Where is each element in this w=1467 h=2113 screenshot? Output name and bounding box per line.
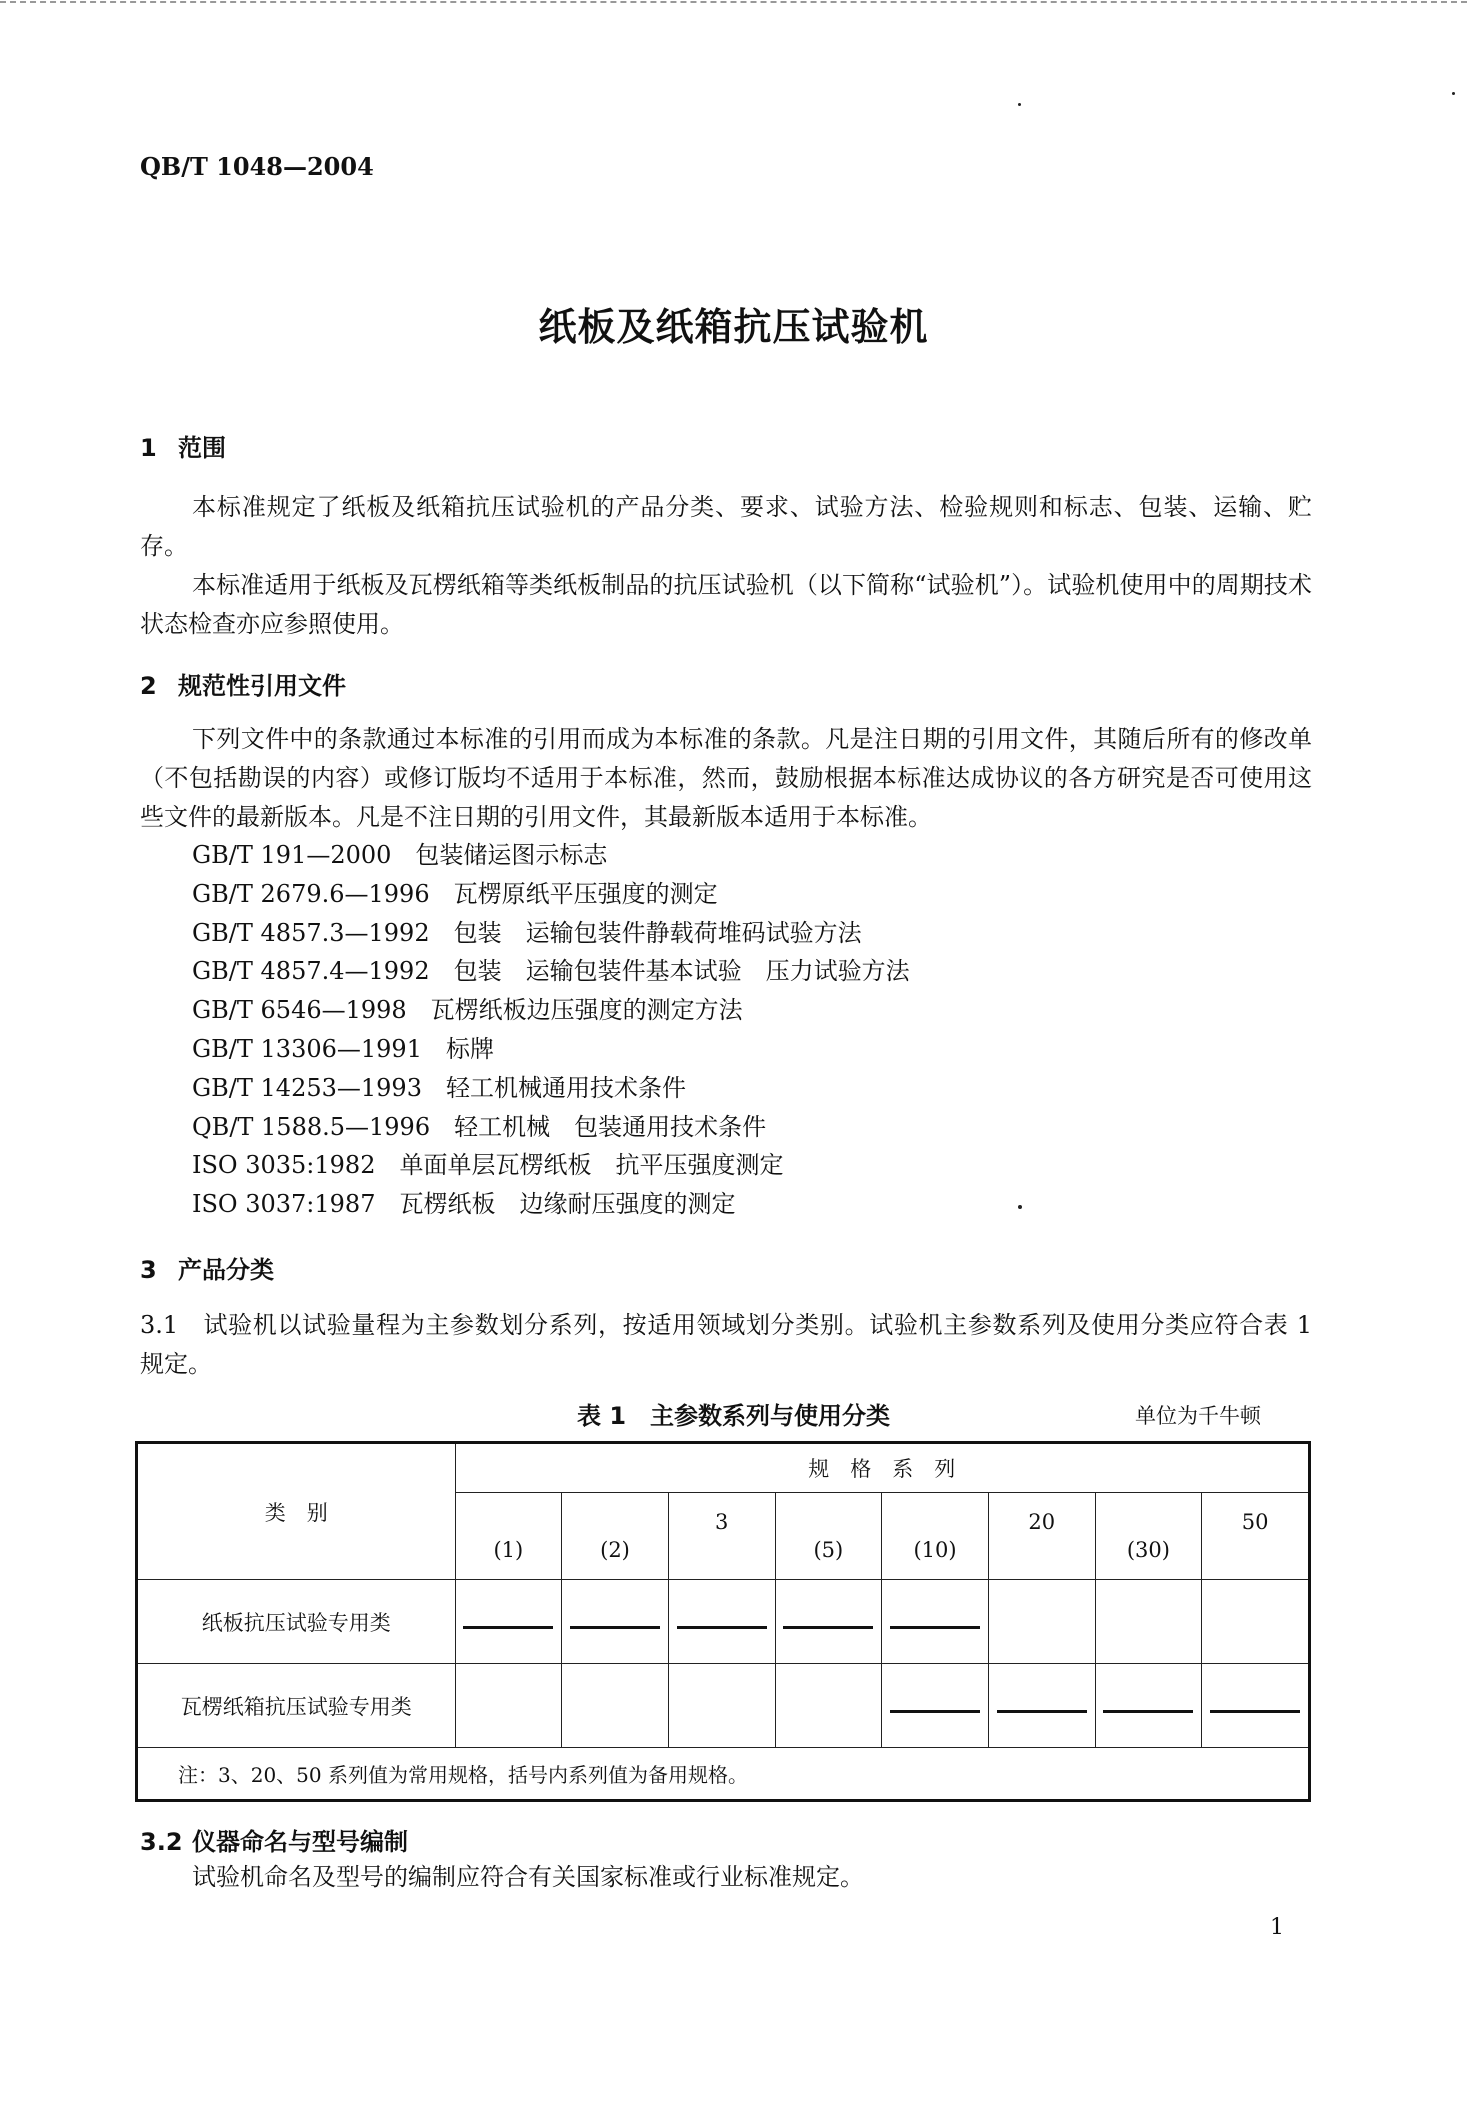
standard-number: QB/T 1048—2004 bbox=[140, 152, 374, 181]
applicability-cell bbox=[562, 1580, 669, 1664]
section-1-paragraph-1: 本标准规定了纸板及纸箱抗压试验机的产品分类、要求、试验方法、检验规则和标志、包装、运输、贮存。 bbox=[140, 493, 1312, 560]
reference-item: GB/T 4857.4—1992 包装 运输包装件基本试验 压力试验方法 bbox=[192, 957, 910, 986]
applicability-cell bbox=[1095, 1580, 1202, 1664]
category-cell: 瓦楞纸箱抗压试验专用类 bbox=[137, 1664, 456, 1748]
applies-mark bbox=[890, 1626, 980, 1629]
category-cell: 纸板抗压试验专用类 bbox=[137, 1580, 456, 1664]
series-header: 规 格 系 列 bbox=[455, 1443, 1310, 1493]
applicability-cell bbox=[668, 1580, 775, 1664]
applies-mark bbox=[1210, 1710, 1300, 1713]
section-number: 3.2 bbox=[140, 1828, 183, 1856]
applies-mark bbox=[463, 1626, 553, 1629]
clause-3-1-paragraph: 3.1 试验机以试验量程为主参数划分系列，按适用领域划分类别。试验机主参数系列及使用分类应符合表 1 规定。 bbox=[140, 1311, 1312, 1378]
reference-item: GB/T 13306—1991 标牌 bbox=[192, 1034, 494, 1063]
section-number: 3 bbox=[140, 1256, 157, 1284]
table-row bbox=[137, 1580, 1310, 1664]
applicability-cell bbox=[775, 1664, 882, 1748]
reference-item: ISO 3037:1987 瓦楞纸板 边缘耐压强度的测定 bbox=[192, 1190, 736, 1219]
section-2-paragraph: 下列文件中的条款通过本标准的引用而成为本标准的条款。凡是注日期的引用文件，其随后所有的修改单（不包括勘误的内容）或修订版均不适用于本标准，然而，鼓励根据本标准达成协议的各方研究是否可使用这些文件的最新版本。凡是不注日期的引用文件，其最新版本适用于本标准。 bbox=[140, 725, 1312, 831]
applicability-cell bbox=[882, 1580, 989, 1664]
applicability-cell bbox=[1095, 1664, 1202, 1748]
applicability-cell bbox=[988, 1580, 1095, 1664]
series-value: (10) bbox=[882, 1493, 989, 1580]
applicability-cell bbox=[455, 1664, 562, 1748]
applicability-cell bbox=[775, 1580, 882, 1664]
reference-item: QB/T 1588.5—1996 轻工机械 包装通用技术条件 bbox=[192, 1112, 767, 1141]
scan-speck bbox=[1018, 103, 1021, 106]
section-title: 产品分类 bbox=[178, 1256, 274, 1284]
reference-item: GB/T 2679.6—1996 瓦楞原纸平压强度的测定 bbox=[192, 879, 718, 908]
series-value: (30) bbox=[1095, 1493, 1202, 1580]
scan-speck bbox=[1018, 1205, 1022, 1209]
reference-item: GB/T 14253—1993 轻工机械通用技术条件 bbox=[192, 1073, 686, 1102]
applicability-cell bbox=[1202, 1580, 1310, 1664]
category-header: 类 别 bbox=[137, 1443, 456, 1580]
applies-mark bbox=[1103, 1710, 1193, 1713]
series-value: (5) bbox=[775, 1493, 882, 1580]
applicability-cell bbox=[988, 1664, 1095, 1748]
reference-item: ISO 3035:1982 单面单层瓦楞纸板 抗平压强度测定 bbox=[192, 1151, 784, 1180]
page-number: 1 bbox=[1270, 1915, 1284, 1940]
section-2-heading bbox=[140, 666, 346, 701]
scan-speck bbox=[1452, 92, 1455, 95]
section-number: 2 bbox=[140, 672, 157, 700]
table-row bbox=[137, 1664, 1310, 1748]
series-value: 3 bbox=[668, 1493, 775, 1580]
reference-item: GB/T 4857.3—1992 包装 运输包装件静载荷堆码试验方法 bbox=[192, 918, 862, 947]
parameter-classification-table bbox=[135, 1441, 1311, 1802]
scan-border-top bbox=[0, 1, 1467, 3]
clause-3-2-paragraph: 试验机命名及型号的编制应符合有关国家标准或行业标准规定。 bbox=[192, 1863, 864, 1891]
section-title: 范围 bbox=[178, 434, 226, 462]
table-caption: 表 1 主参数系列与使用分类 bbox=[576, 1402, 891, 1430]
applies-mark bbox=[890, 1710, 980, 1713]
series-value: 20 bbox=[988, 1493, 1095, 1580]
table-note: 注：3、20、50 系列值为常用规格，括号内系列值为备用规格。 bbox=[137, 1748, 1310, 1801]
section-title: 规范性引用文件 bbox=[178, 672, 346, 700]
section-1-paragraph-2: 本标准适用于纸板及瓦楞纸箱等类纸板制品的抗压试验机（以下简称“试验机”）。试验机使用中的周期技术状态检查亦应参照使用。 bbox=[140, 571, 1312, 638]
applies-mark bbox=[570, 1626, 660, 1629]
clause-3-2-heading bbox=[140, 1822, 408, 1857]
reference-item: GB/T 6546—1998 瓦楞纸板边压强度的测定方法 bbox=[192, 996, 743, 1025]
table-unit: 单位为千牛顿 bbox=[1135, 1404, 1261, 1428]
applicability-cell bbox=[562, 1664, 669, 1748]
applicability-cell bbox=[668, 1664, 775, 1748]
applicability-cell bbox=[455, 1580, 562, 1664]
applicability-cell bbox=[1202, 1664, 1310, 1748]
series-value: (1) bbox=[455, 1493, 562, 1580]
document-title: 纸板及纸箱抗压试验机 bbox=[538, 305, 929, 349]
applies-mark bbox=[783, 1626, 873, 1629]
section-3-heading bbox=[140, 1250, 274, 1285]
section-number: 1 bbox=[140, 434, 157, 462]
applicability-cell bbox=[882, 1664, 989, 1748]
section-title: 仪器命名与型号编制 bbox=[192, 1828, 408, 1856]
series-value: 50 bbox=[1202, 1493, 1310, 1580]
section-1-heading bbox=[140, 428, 226, 463]
applies-mark bbox=[677, 1626, 767, 1629]
series-value: (2) bbox=[562, 1493, 669, 1580]
applies-mark bbox=[997, 1710, 1087, 1713]
reference-item: GB/T 191—2000 包装储运图示标志 bbox=[192, 841, 608, 869]
normative-references-list bbox=[192, 836, 910, 1224]
